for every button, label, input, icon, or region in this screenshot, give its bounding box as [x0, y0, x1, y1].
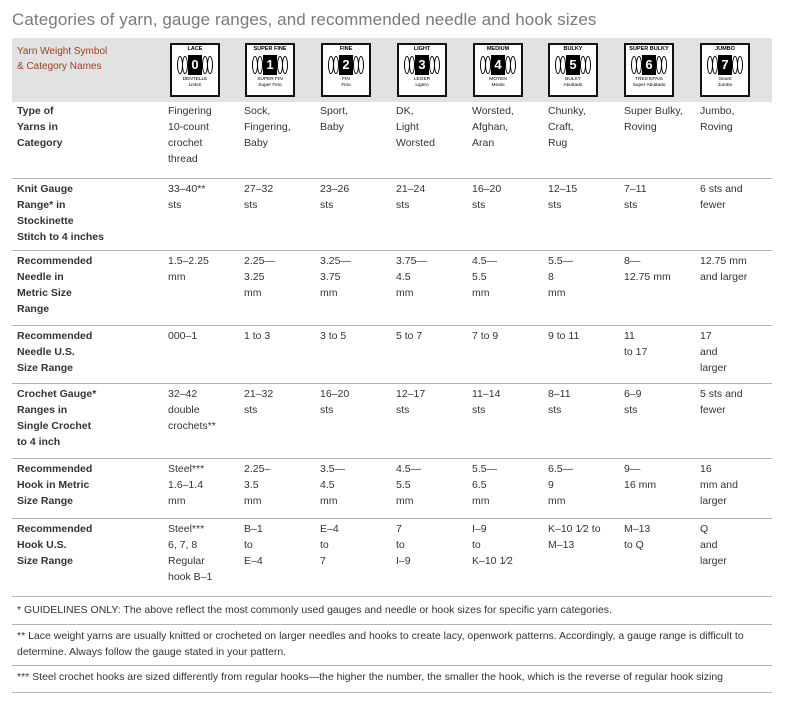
table-cell: 3.5— 4.5 mm — [320, 463, 346, 507]
table-cell: 16–20 sts — [472, 183, 502, 211]
legend-line-1: Yarn Weight Symbol — [17, 46, 108, 57]
skein-loop — [207, 56, 213, 74]
table-cell: 9 to 11 — [548, 330, 580, 342]
footnote-steel-hooks: *** Steel crochet hooks are sized differently from regular hooks—the higher the number, the smaller the hook, which is the reverse of regular hook sizing — [17, 671, 724, 683]
symbol-bottom-label-1: DENTELLE — [182, 77, 208, 82]
table-cell: Chunky, Craft, Rug — [548, 105, 586, 149]
table-cell: 6–9 sts — [624, 388, 642, 416]
table-cell: 3.75— 4.5 mm — [396, 255, 427, 299]
symbol-number: 3 — [415, 55, 429, 75]
symbol-bottom-label-2: Fino — [341, 83, 351, 88]
table-cell: Worsted, Afghan, Aran — [472, 105, 514, 149]
table-cell: 9— 16 mm — [624, 463, 657, 491]
table-cell: 11–14 sts — [472, 388, 501, 416]
row-label: Crochet Gauge* Ranges in Single Crochet to 4 inch — [17, 388, 97, 448]
symbol-number: 2 — [339, 55, 353, 75]
symbol-top-label: LIGHT — [413, 46, 431, 52]
skein-graphic — [403, 53, 441, 77]
symbol-bottom-label-1: TRÈS ÉPAIS — [635, 77, 663, 82]
symbol-bottom-label-2: Jumbo — [717, 83, 733, 88]
table-cell: B–1 to E–4 — [244, 523, 263, 567]
row-label: Type of Yarns in Category — [17, 105, 63, 149]
yarn-weight-medium-icon — [473, 43, 523, 97]
skein-graphic — [554, 53, 592, 77]
symbol-top-label: SUPER FINE — [253, 46, 287, 52]
row-divider — [12, 178, 772, 179]
skein-loop — [661, 56, 667, 74]
table-cell: 1.5–2.25 mm — [168, 255, 209, 283]
skein-loop — [510, 56, 516, 74]
symbol-top-label: SUPER BULKY — [629, 46, 669, 52]
table-cell: Super Bulky, Roving — [624, 105, 683, 133]
table-cell: 3.25— 3.75 mm — [320, 255, 351, 299]
table-cell: 000–1 — [168, 330, 198, 342]
table-cell: 23–26 sts — [320, 183, 350, 211]
skein-graphic — [706, 53, 744, 77]
yarn-weight-jumbo-icon — [700, 43, 750, 97]
table-cell: Sock, Fingering, Baby — [244, 105, 291, 149]
table-cell: Q and larger — [700, 523, 727, 567]
table-cell: 17 and larger — [700, 330, 727, 374]
symbol-top-label: JUMBO — [715, 46, 735, 52]
table-cell: 6 sts and fewer — [700, 183, 743, 211]
skein-loop — [434, 56, 440, 74]
table-cell: 2.25– 3.5 mm — [244, 463, 271, 507]
table-cell: 5 to 7 — [396, 330, 423, 342]
symbol-bottom-label-1: Géant — [718, 77, 732, 82]
row-label: Recommended Needle U.S. Size Range — [17, 330, 93, 374]
table-cell: 5 sts and fewer — [700, 388, 743, 416]
yarn-weight-table — [12, 38, 772, 700]
table-cell: 27–32 sts — [244, 183, 274, 211]
table-cell: 12.75 mm and larger — [700, 255, 748, 283]
table-cell: DK, Light Worsted — [396, 105, 435, 149]
legend-label — [17, 44, 107, 74]
symbol-number: 4 — [491, 55, 505, 75]
table-cell: 4.5— 5.5 mm — [396, 463, 422, 507]
row-label: Recommended Hook U.S. Size Range — [17, 523, 93, 567]
table-cell: 12–15 sts — [548, 183, 578, 211]
skein-graphic — [479, 53, 517, 77]
legend-line-2: & Category Names — [17, 61, 102, 72]
table-cell: Steel*** 1.6–1.4 mm — [168, 463, 205, 507]
table-cell: 5.5— 8 mm — [548, 255, 574, 299]
table-cell: 33–40** sts — [168, 183, 206, 211]
table-cell: Steel*** 6, 7, 8 Regular hook B–1 — [168, 523, 213, 583]
row-label: Knit Gauge Range* in Stockinette Stitch to 4 inches — [17, 183, 104, 243]
yarn-weight-light-icon — [397, 43, 447, 97]
symbol-top-label: FINE — [339, 46, 353, 52]
yarn-weight-super-bulky-icon — [624, 43, 674, 97]
skein-graphic — [630, 53, 668, 77]
table-cell: 1 to 3 — [244, 330, 271, 342]
table-cell: 21–24 sts — [396, 183, 426, 211]
skein-graphic — [327, 53, 365, 77]
row-divider — [12, 458, 772, 459]
skein-loop — [585, 56, 591, 74]
yarn-weight-fine-icon — [321, 43, 371, 97]
footer-divider — [12, 692, 772, 693]
symbol-top-label: MEDIUM — [486, 46, 510, 52]
table-cell: 7–11 sts — [624, 183, 647, 211]
table-cell: 16 mm and larger — [700, 463, 738, 507]
table-cell: 4.5— 5.5 mm — [472, 255, 498, 299]
footer-divider — [12, 624, 772, 625]
symbol-bottom-label-1: FIN — [342, 77, 350, 82]
footnote-guidelines: * GUIDELINES ONLY: The above reflect the most commonly used gauges and needle or hook sizes for specific yarn categories. — [17, 604, 612, 616]
symbol-bottom-label-2: Abultado — [563, 83, 583, 88]
skein-loop — [737, 56, 743, 74]
symbol-number: 5 — [566, 55, 580, 75]
table-cell: I–9 to K–10 1⁄2 — [472, 523, 513, 567]
symbol-bottom-label-2: Liston — [188, 83, 202, 88]
table-cell: 12–17 sts — [396, 388, 426, 416]
table-cell: Sport, Baby — [320, 105, 349, 133]
table-cell: 21–32 sts — [244, 388, 274, 416]
footer-divider — [12, 665, 772, 666]
table-header — [12, 38, 772, 102]
yarn-weight-bulky-icon — [548, 43, 598, 97]
symbol-bottom-label-2: Super Abultado — [632, 83, 666, 88]
table-cell: E–4 to 7 — [320, 523, 339, 567]
table-cell: 6.5— 9 mm — [548, 463, 574, 507]
table-cell: 5.5— 6.5 mm — [472, 463, 498, 507]
symbol-number: 1 — [263, 55, 277, 75]
symbol-bottom-label-2: Medio — [491, 83, 505, 88]
row-label: Recommended Needle in Metric Size Range — [17, 255, 93, 315]
table-cell: K–10 1⁄2 to M–13 — [548, 523, 601, 551]
symbol-number: 0 — [188, 55, 202, 75]
table-cell: 32–42 double crochets** — [168, 388, 216, 432]
row-divider — [12, 250, 772, 251]
yarn-weight-lace-icon — [170, 43, 220, 97]
row-label: Recommended Hook in Metric Size Range — [17, 463, 93, 507]
skein-graphic — [251, 53, 289, 77]
skein-loop — [282, 56, 288, 74]
symbol-bottom-label-1: LÉGER — [413, 77, 431, 82]
row-divider — [12, 325, 772, 326]
table-cell: M–13 to Q — [624, 523, 651, 551]
symbol-number: 6 — [642, 55, 656, 75]
skein-loop — [358, 56, 364, 74]
table-cell: 11 to 17 — [624, 330, 648, 358]
footnote-lace: ** Lace weight yarns are usually knitted or crocheted on larger needles and hooks to create lacy, openwork patterns. Accordingly, a gauge range is difficult to determine. Always follow the gauge stated in your pattern. — [17, 630, 744, 658]
footer-divider — [12, 596, 772, 597]
symbol-bottom-label-2: Super Fino — [258, 83, 282, 88]
symbol-bottom-label-1: MOYEN — [489, 77, 507, 82]
page-title: Categories of yarn, gauge ranges, and recommended needle and hook sizes — [12, 10, 597, 29]
skein-graphic — [176, 53, 214, 77]
symbol-number: 7 — [718, 55, 732, 75]
row-divider — [12, 383, 772, 384]
symbol-bottom-label-1: SUPER FIN — [257, 77, 283, 82]
table-cell: 7 to 9 — [472, 330, 499, 342]
table-cell: Fingering 10-count crochet thread — [168, 105, 212, 165]
symbol-top-label: BULKY — [563, 46, 583, 52]
table-cell: 2.25— 3.25 mm — [244, 255, 275, 299]
row-divider — [12, 518, 772, 519]
table-cell: 3 to 5 — [320, 330, 347, 342]
symbol-bottom-label-2: Ligero — [415, 83, 429, 88]
table-cell: 8–11 sts — [548, 388, 571, 416]
table-cell: 7 to I–9 — [396, 523, 411, 567]
table-cell: Jumbo, Roving — [700, 105, 735, 133]
symbol-top-label: LACE — [187, 46, 203, 52]
yarn-weight-super-fine-icon — [245, 43, 295, 97]
table-cell: 16–20 sts — [320, 388, 350, 416]
table-cell: 8— 12.75 mm — [624, 255, 671, 283]
symbol-bottom-label-1: BULKY — [565, 77, 581, 82]
